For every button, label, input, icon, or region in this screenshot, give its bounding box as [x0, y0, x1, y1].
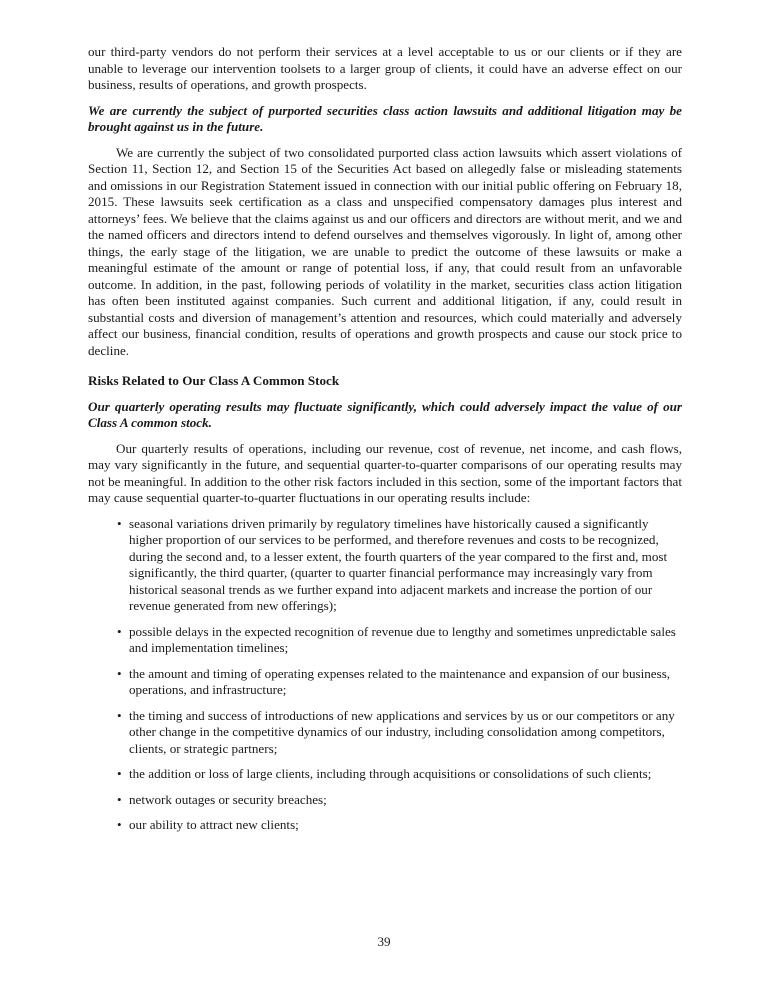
list-item-text: possible delays in the expected recognition of revenue due to lengthy and sometimes unpredictable sales and implementation timelines; [129, 623, 676, 655]
bullet-list [88, 516, 682, 834]
paragraph: our third-party vendors do not perform their services at a level acceptable to us or our clients or if they are unable to leverage our intervention toolsets to a larger group of clients, it could have an adverse effect on our business, results of operations, and growth prospects. [88, 44, 682, 92]
list-item-text: the addition or loss of large clients, including through acquisitions or consolidations of such clients; [129, 766, 652, 781]
bullet-icon: • [117, 665, 122, 681]
list-item [117, 817, 682, 834]
list-item [117, 666, 682, 699]
page-number: 39 [377, 934, 391, 949]
section-heading: Risks Related to Our Class A Common Stock [88, 373, 340, 388]
list-item-text: the timing and success of introductions of new applications and services by us or our competitors or any other change in the competitive dynamics of our industry, including consolidation among competitors, clients, or strategic partners; [129, 707, 675, 756]
bullet-icon: • [117, 766, 122, 781]
list-item-text: seasonal variations driven primarily by regulatory timelines have historically caused a significantly higher proportion of our services to be performed, and therefore revenues and costs to be recognized, during the second and, to a lesser extent, the fourth quarters of the year compared to the first and, most significantly, the third quarter, (quarter to quarter financial performance may increasingly vary from historical seasonal trends as we further expand into adjacent markets and increase the portion of our revenue generated from new offerings); [129, 515, 668, 613]
bullet-icon: • [117, 707, 122, 723]
list-item-text: our ability to attract new clients; [129, 817, 299, 832]
document-body [88, 44, 682, 843]
risk-heading: We are currently the subject of purported securities class action lawsuits and additional litigation may be brought against us in the future. [88, 102, 682, 134]
bullet-icon: • [117, 791, 122, 807]
paragraph: We are currently the subject of two consolidated purported class action lawsuits which assert violations of Section 11, Section 12, and Section 15 of the Securities Act based on allegedly false or misleading statements and omissions in our Registration Statement issued in connection with our initial public offering on February 18, 2015. These lawsuits seek certification as a class and unspecified compensatory damages plus interest and attorneys’ fees. We believe that the claims against us and our officers and directors are without merit, and we and the named officers and directors intend to defend ourselves and themselves vigorously. In light of, among other things, the early stage of the litigation, we are unable to predict the outcome of these lawsuits or make a meaningful estimate of the amount or range of potential loss, if any, that could result from an unfavorable outcome. In addition, in the past, following periods of volatility in the market, securities class action litigation has often been instituted against companies. Such current and additional litigation, if any, could result in substantial costs and diversion of management’s attention and resources, which could materially and adversely affect our business, financial condition, results of operations and growth prospects and cause our stock price to decline. [88, 144, 682, 358]
list-item-text: the amount and timing of operating expenses related to the maintenance and expansion of our business, operations, and infrastructure; [129, 665, 671, 697]
bullet-icon: • [117, 515, 122, 531]
list-item-text: network outages or security breaches; [129, 791, 327, 807]
list-item [117, 766, 682, 783]
risk-heading: Our quarterly operating results may fluctuate significantly, which could adversely impact the value of our Class A common stock. [88, 398, 682, 430]
list-item [117, 624, 682, 657]
list-item [117, 792, 682, 809]
bullet-icon: • [117, 623, 122, 639]
list-item [117, 708, 682, 758]
list-item [117, 516, 682, 615]
paragraph: Our quarterly results of operations, including our revenue, cost of revenue, net income, and cash flows, may vary significantly in the future, and sequential quarter-to-quarter comparisons of our operating results may not be meaningful. In addition to the other risk factors included in this section, some of the important factors that may cause sequential quarter-to-quarter fluctuations in our operating results include: [88, 440, 682, 505]
bullet-icon: • [117, 817, 122, 832]
